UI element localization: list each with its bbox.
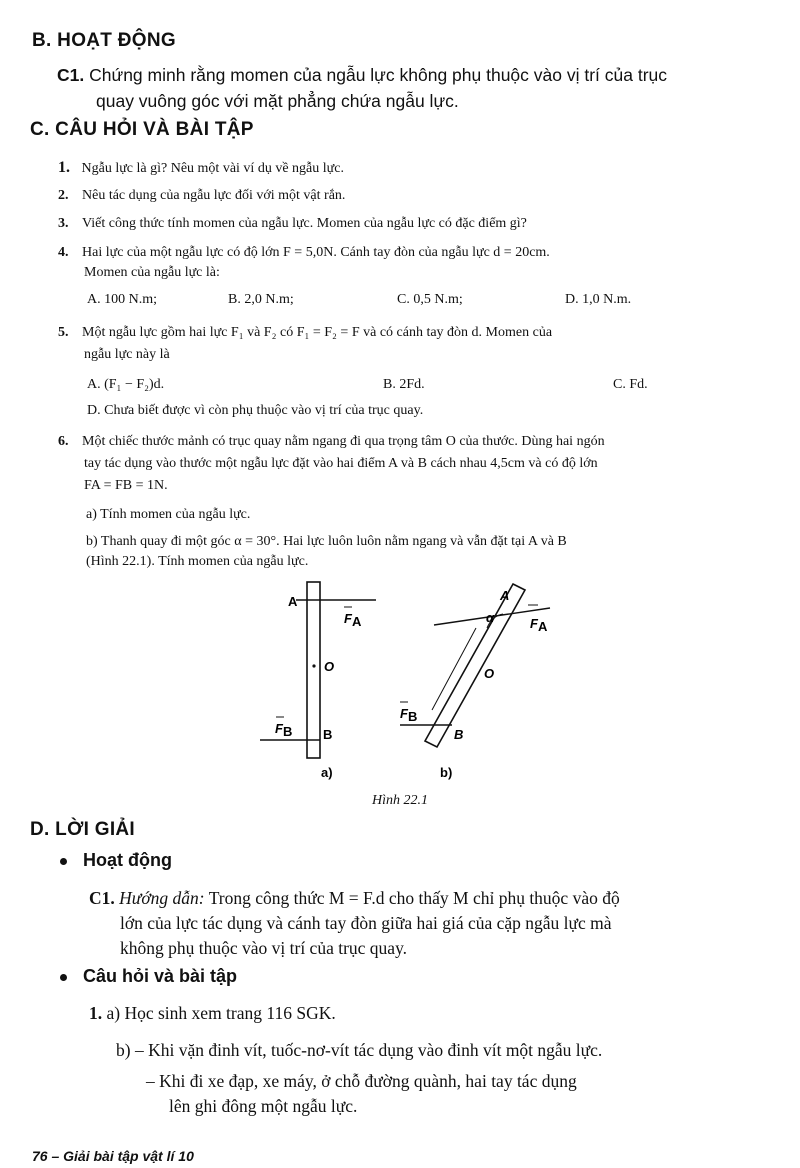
page-footer: 76 – Giải bài tập vật lí 10: [32, 1148, 194, 1164]
c1-line2: quay vuông góc với mặt phẳng chứa ngẫu lực.: [96, 91, 459, 111]
question-6: [58, 432, 778, 452]
question-3: [58, 214, 527, 234]
q4-option-a: A. 100 N.m;: [87, 292, 157, 307]
c1-answer-line1: [89, 886, 779, 910]
question-6a: a) Tính momen của ngẫu lực.: [86, 507, 251, 522]
question-3-text: Viết công thức tính momen của ngẫu lực. Momen của ngẫu lực có đặc điểm gì?: [82, 216, 527, 231]
q5-option-b: B. 2Fd.: [383, 377, 425, 392]
question-6-line1: Một chiếc thước mảnh có trục quay nằm ngang đi qua trọng tâm O của thước. Dùng hai ngón: [82, 434, 605, 449]
question-4-line1: Hai lực của một ngẫu lực có độ lớn F = 5,0N. Cánh tay đòn của ngẫu lực d = 20cm.: [82, 245, 550, 260]
q5-option-a: A. (F₁ − F₂)d.: [87, 377, 165, 392]
figure-b: [400, 584, 550, 780]
label-fb-fig-b: [400, 702, 417, 724]
question-1-number: 1.: [58, 159, 70, 176]
bullet-icon: [60, 858, 67, 865]
svg-text:F: F: [530, 616, 538, 631]
svg-text:F: F: [275, 721, 283, 736]
label-a-fig-a: A: [288, 594, 298, 609]
label-o-fig-a: O: [324, 659, 335, 674]
answer-1a: [89, 1001, 336, 1025]
c1-question: [57, 63, 777, 88]
svg-text:A: A: [352, 614, 362, 629]
ruler-b-inner-line: [432, 628, 476, 710]
question-6-number: 6.: [58, 434, 69, 449]
section-d-heading: D. LỜI GIẢI: [30, 819, 136, 840]
label-alpha: α: [486, 610, 495, 625]
question-1: [58, 158, 344, 179]
c1-answer-line3: không phụ thuộc vào vị trí của trục quay.: [120, 938, 408, 958]
question-3-number: 3.: [58, 216, 69, 231]
q5-option-c: C. Fd.: [613, 377, 648, 392]
subheading-hoat-dong: [60, 850, 172, 871]
question-5-number: 5.: [58, 325, 69, 340]
section-b-heading: B. HOẠT ĐỘNG: [32, 30, 176, 51]
c1-line1: Chứng minh rằng momen của ngẫu lực không phụ thuộc vào vị trí của trục: [89, 65, 668, 85]
c1-answer-number: C1.: [89, 888, 115, 908]
c1-hint: Hướng dẫn:: [119, 888, 205, 908]
q4-option-b: B. 2,0 N.m;: [228, 292, 294, 307]
label-a-fig-b: A: [500, 588, 510, 603]
q5-option-d: D. Chưa biết được vì còn phụ thuộc vào vị trí của trục quay.: [87, 403, 424, 418]
pivot-o-a: [312, 664, 315, 667]
question-2: [58, 186, 345, 206]
c1-number: C1.: [57, 65, 85, 85]
label-fa-fig-a: [344, 607, 362, 629]
svg-text:A: A: [538, 619, 548, 634]
question-4: [58, 243, 550, 263]
svg-text:B: B: [283, 724, 293, 739]
figure-caption: Hình 22.1: [372, 793, 428, 808]
figure-22-1: [260, 570, 560, 790]
answer-1-number: 1.: [89, 1003, 103, 1023]
c1-answer-line2: lớn của lực tác dụng và cánh tay đòn giữa hai giá của cặp ngẫu lực mà: [120, 913, 612, 933]
label-b-fig-b: B: [454, 727, 464, 742]
subfigure-b-label: b): [440, 765, 453, 780]
label-fb-fig-a: [275, 717, 292, 739]
svg-text:F: F: [344, 611, 352, 626]
subheading-cau-hoi: [60, 966, 237, 987]
question-6-line2: tay tác dụng vào thước một ngẫu lực đặt vào hai điểm A và B cách nhau 4,5cm và có độ lớn: [84, 456, 598, 471]
answer-1b-line2: – Khi đi xe đạp, xe máy, ở chỗ đường quành, hai tay tác dụng: [146, 1071, 577, 1091]
question-5: [58, 323, 778, 343]
question-6-line3: FA = FB = 1N.: [84, 478, 168, 493]
ruler-a: [307, 582, 320, 758]
svg-text:B: B: [408, 709, 418, 724]
question-2-text: Nêu tác dụng của ngẫu lực đối với một vật rắn.: [82, 188, 346, 203]
subheading-hoat-dong-text: Hoạt động: [83, 850, 172, 870]
subheading-cau-hoi-text: Câu hỏi và bài tập: [83, 966, 238, 986]
question-4-number: 4.: [58, 245, 69, 260]
label-o-fig-b: O: [484, 666, 495, 681]
label-b-fig-a: B: [323, 727, 333, 742]
question-2-number: 2.: [58, 188, 69, 203]
question-6b-line2: (Hình 22.1). Tính momen của ngẫu lực.: [86, 554, 309, 569]
question-6b-line1: b) Thanh quay đi một góc α = 30°. Hai lực luôn luôn nằm ngang và vẫn đặt tại A và B: [86, 534, 567, 549]
figure-a: [260, 582, 376, 780]
answer-1a-text: a) Học sinh xem trang 116 SGK.: [106, 1003, 336, 1023]
section-c-heading: C. CÂU HỎI VÀ BÀI TẬP: [30, 119, 254, 140]
bullet-icon: [60, 974, 67, 981]
q4-option-d: D. 1,0 N.m.: [565, 292, 632, 307]
question-5-line2: ngẫu lực này là: [84, 347, 170, 362]
answer-1b-line3: lên ghi đông một ngẫu lực.: [169, 1096, 358, 1116]
q4-option-c: C. 0,5 N.m;: [397, 292, 463, 307]
question-1-text: Ngẫu lực là gì? Nêu một vài ví dụ về ngẫu lực.: [81, 161, 344, 176]
ruler-b: [425, 584, 525, 747]
question-5-line1: Một ngẫu lực gồm hai lực F₁ và F₂ có F₁ = F₂ = F và có cánh tay đòn d. Momen của: [82, 325, 553, 340]
question-4-line2: Momen của ngẫu lực là:: [84, 265, 220, 280]
svg-text:F: F: [400, 706, 408, 721]
subfigure-a-label: a): [321, 765, 333, 780]
answer-1b-line1: b) – Khi vặn đinh vít, tuốc-nơ-vít tác dụng vào đinh vít một ngẫu lực.: [116, 1040, 603, 1060]
c1-answer-text1: Trong công thức M = F.d cho thấy M chỉ phụ thuộc vào độ: [208, 888, 620, 908]
